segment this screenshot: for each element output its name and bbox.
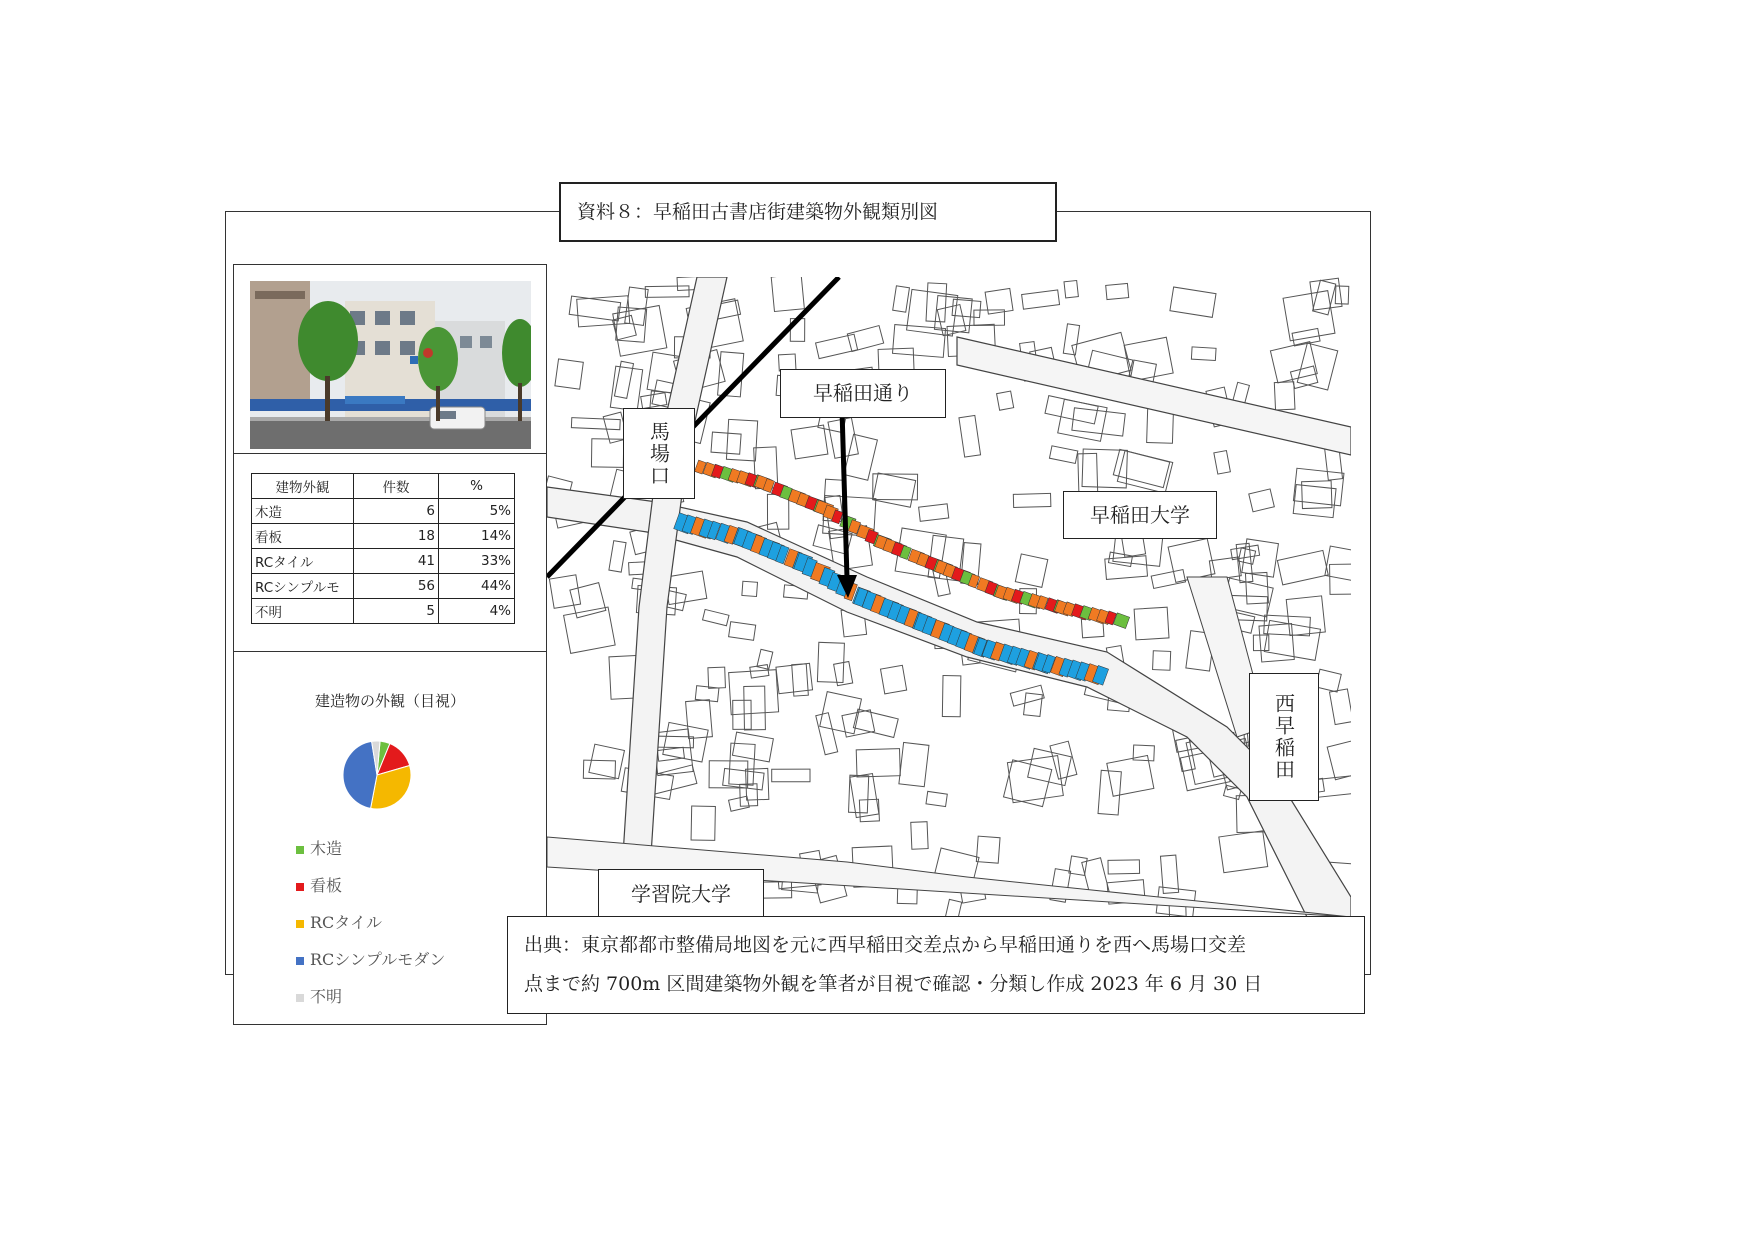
header-count: 件数 — [354, 474, 439, 499]
row-label: RCタイル — [252, 549, 354, 574]
label-gakushuin: 学習院大学 — [598, 869, 764, 919]
row-count: 18 — [354, 524, 439, 549]
legend-item-rc-tile — [296, 910, 382, 933]
legend-label-rc-simple: RCシンプルモダン — [310, 950, 446, 969]
appearance-table — [251, 473, 515, 624]
legend-swatch-unknown — [296, 994, 304, 1002]
legend-item-rc-simple — [296, 947, 445, 970]
table-row — [252, 599, 515, 624]
legend-item-wood — [296, 836, 342, 859]
legend-swatch-signboard — [296, 883, 304, 891]
map-graphic — [547, 277, 1351, 917]
source-line-1: 出典：東京都都市整備局地図を元に西早稲田交差点から早稲田通りを西へ馬場口交差 — [524, 934, 1247, 956]
table-row — [252, 499, 515, 524]
table-header-row — [252, 474, 515, 499]
row-count: 41 — [354, 549, 439, 574]
panel-divider-2 — [233, 651, 547, 652]
street-map — [547, 277, 1351, 917]
legend-label-rc-tile: RCタイル — [310, 913, 382, 932]
row-percent: 14% — [439, 524, 515, 549]
legend-label-wood: 木造 — [310, 839, 343, 858]
row-label: RCシンプルモ — [252, 574, 354, 599]
row-label: 木造 — [252, 499, 354, 524]
legend-item-signboard — [296, 873, 342, 896]
row-percent: 5% — [439, 499, 515, 524]
legend-item-unknown — [296, 984, 342, 1007]
legend-label-signboard: 看板 — [310, 876, 343, 895]
pie-chart — [340, 738, 414, 812]
header-percent: % — [439, 474, 515, 499]
table-row — [252, 549, 515, 574]
legend-swatch-rc-tile — [296, 920, 304, 928]
panel-divider-1 — [233, 453, 547, 454]
street-photo — [250, 281, 531, 449]
row-label: 看板 — [252, 524, 354, 549]
row-count: 56 — [354, 574, 439, 599]
row-percent: 4% — [439, 599, 515, 624]
pie-title: 建造物の外観（目視） — [314, 692, 465, 710]
page-title: 資料８：早稲田古書店街建築物外観類別図 — [559, 182, 1057, 242]
label-nishiwaseda: 西早稲田 — [1249, 673, 1319, 801]
pointer-arrow — [830, 410, 860, 600]
legend-label-unknown: 不明 — [310, 987, 343, 1006]
label-waseda-dori: 早稲田通り — [780, 369, 946, 418]
row-percent: 44% — [439, 574, 515, 599]
source-caption — [507, 916, 1365, 1014]
source-line-2: 点まで約 700m 区間建築物外観を筆者が目視で確認・分類し作成 2023 年 6 月 30 日 — [524, 973, 1263, 995]
row-count: 6 — [354, 499, 439, 524]
row-percent: 33% — [439, 549, 515, 574]
label-waseda-university: 早稲田大学 — [1063, 491, 1217, 539]
table-row — [252, 524, 515, 549]
label-babaguchi: 馬場口 — [623, 408, 695, 499]
header-appearance: 建物外観 — [252, 474, 354, 499]
row-label: 不明 — [252, 599, 354, 624]
pie-slice-3 — [343, 741, 377, 808]
legend-swatch-wood — [296, 846, 304, 854]
row-count: 5 — [354, 599, 439, 624]
table-row — [252, 574, 515, 599]
legend-swatch-rc-simple — [296, 957, 304, 965]
